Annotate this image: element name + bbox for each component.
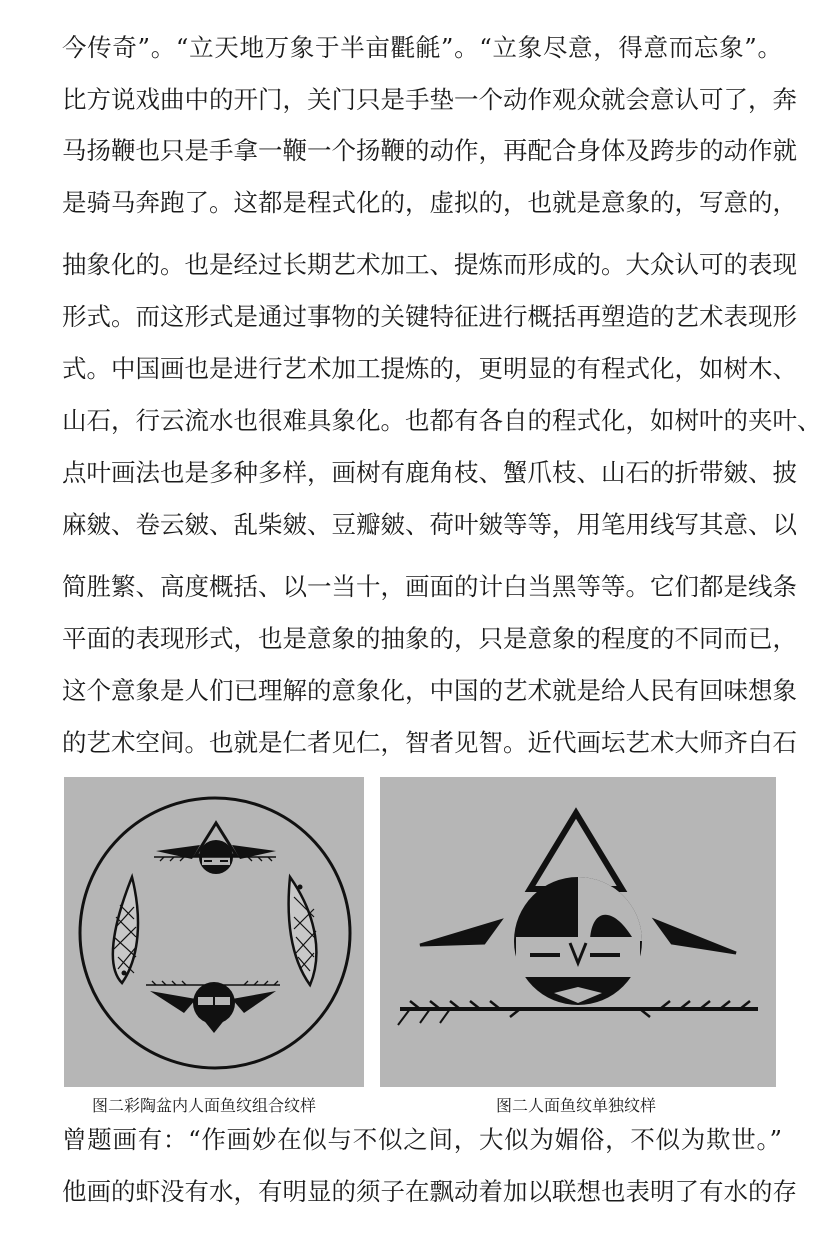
text-line: 是骑马奔跑了。这都是程式化的，虚拟的，也就是意象的，写意的，: [62, 188, 797, 217]
text-line: 式。中国画也是进行艺术加工提炼的，更明显的有程式化，如树木、: [62, 354, 797, 383]
basin-pattern-illustration: [64, 777, 364, 1087]
text-line: 形式。而这形式是通过事物的关键特征进行概括再塑造的艺术表现形: [62, 302, 797, 331]
figure-caption: 图二人面鱼纹单独纹样: [496, 1096, 657, 1115]
right-fish-motif: [289, 877, 317, 985]
face-pattern-illustration: [380, 777, 776, 1087]
text-line: 简胜繁、高度概括、以一当十，画面的计白当黑等等。它们都是线条: [62, 572, 797, 601]
left-fish-motif: [113, 877, 138, 983]
text-line: 比方说戏曲中的开门，关门只是手垫一个动作观众就会意认可了，奔: [62, 85, 797, 114]
text-line: 曾题画有：“作画妙在似与不似之间，大似为媚俗，不似为欺世。”: [62, 1125, 782, 1154]
text-line: 他画的虾没有水，有明显的须子在飘动着加以联想也表明了有水的存: [62, 1177, 797, 1206]
figure-single-face-pattern: [380, 777, 776, 1087]
text-line: 平面的表现形式，也是意象的抽象的，只是意象的程度的不同而已，: [62, 624, 797, 653]
text-line: 这个意象是人们已理解的意象化，中国的艺术就是给人民有回味想象: [62, 676, 797, 705]
bottom-face-motif: [146, 981, 280, 1033]
text-line: 点叶画法也是多种多样，画树有鹿角枝、蟹爪枝、山石的折带皴、披: [62, 458, 797, 487]
figure-basin-combined-pattern: [64, 777, 364, 1087]
text-line: 山石，行云流水也很难具象化。也都有各自的程式化，如树叶的夹叶、: [62, 406, 822, 435]
text-line: 的艺术空间。也就是仁者见仁，智者见智。近代画坛艺术大师齐白石: [62, 728, 797, 757]
text-line: 马扬鞭也只是手拿一鞭一个扬鞭的动作，再配合身体及跨步的动作就: [62, 136, 797, 165]
text-line: 今传奇”。“立天地万象于半亩氍毹”。“立象尽意，得意而忘象”。: [62, 33, 782, 62]
text-line: 抽象化的。也是经过长期艺术加工、提炼而形成的。大众认可的表现: [62, 250, 797, 279]
figure-caption: 图二彩陶盆内人面鱼纹组合纹样: [92, 1096, 317, 1115]
text-line: 麻皴、卷云皴、乱柴皴、豆瓣皴、荷叶皴等等，用笔用线写其意、以: [62, 510, 797, 539]
top-face-motif: [154, 823, 276, 874]
